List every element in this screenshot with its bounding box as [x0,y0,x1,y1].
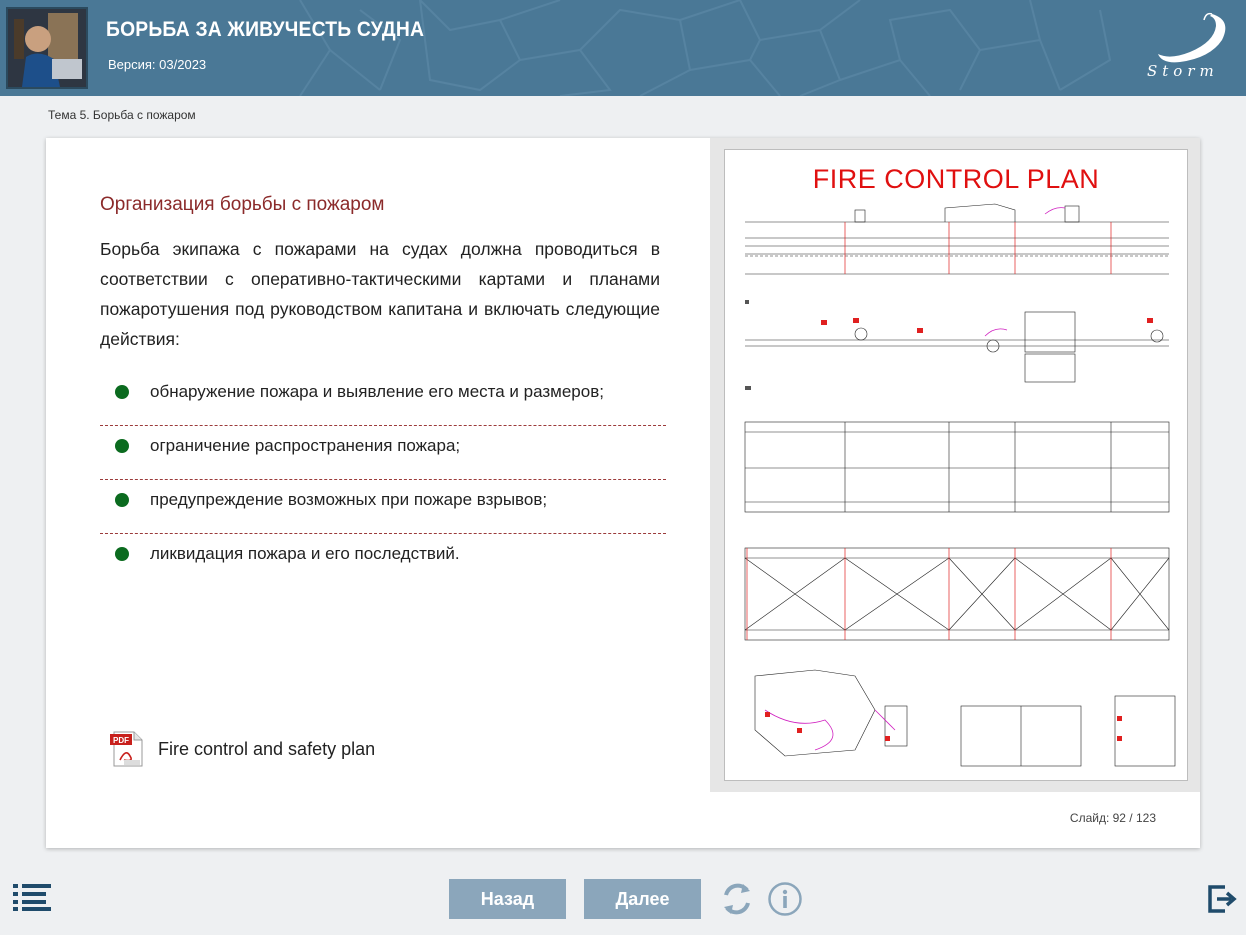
slide-paragraph: Борьба экипажа с пожарами на судах должна проводиться в соответствии с оперативно-тактическими картами и планами пожаротушения под руководством капитана и включать следующие действия: [100,239,660,349]
fire-plan-drawing [725,150,1188,781]
pdf-link-label[interactable]: Fire control and safety plan [158,738,376,759]
pdf-file-icon [108,730,146,768]
bullet-icon [115,493,129,507]
fire-plan-panel [710,138,1200,792]
pdf-download-link[interactable] [108,730,375,768]
info-icon[interactable] [767,881,803,917]
pdf-badge-text: PDF [113,736,129,745]
reload-icon[interactable] [718,880,756,918]
bullet-icon [115,385,129,399]
avatar-photo [8,9,86,87]
slide-subtitle: Организация борьбы с пожаром [100,194,385,215]
breadcrumb: Тема 5. Борьба с пожаром [48,108,196,122]
header-pattern [0,0,1246,96]
list-item: обнаружение пожара и выявление его места и размеров; [100,372,666,426]
logo-text: Storm [1147,62,1219,80]
slide-panel [46,138,1200,848]
fire-plan-title: FIRE CONTROL PLAN [812,164,1100,194]
exit-icon[interactable] [1207,884,1237,914]
bullet-icon [115,439,129,453]
back-button[interactable]: Назад [449,879,566,919]
bullet-icon [115,547,129,561]
version-label: Версия: 03/2023 [108,57,207,72]
slide-counter: Слайд: 92 / 123 [1069,811,1156,825]
list-item: предупреждение возможных при пожаре взрывов; [100,480,666,534]
avatar [6,7,88,89]
course-title: БОРЬБА ЗА ЖИВУЧЕСТЬ СУДНА [106,18,425,41]
action-list [100,372,666,588]
menu-list-icon[interactable] [13,883,51,911]
header-bar [0,0,1246,96]
fire-plan-image [724,149,1188,781]
list-item: ликвидация пожара и его последствий. [100,534,666,588]
list-item: ограничение распространения пожара; [100,426,666,480]
next-button[interactable]: Далее [584,879,701,919]
